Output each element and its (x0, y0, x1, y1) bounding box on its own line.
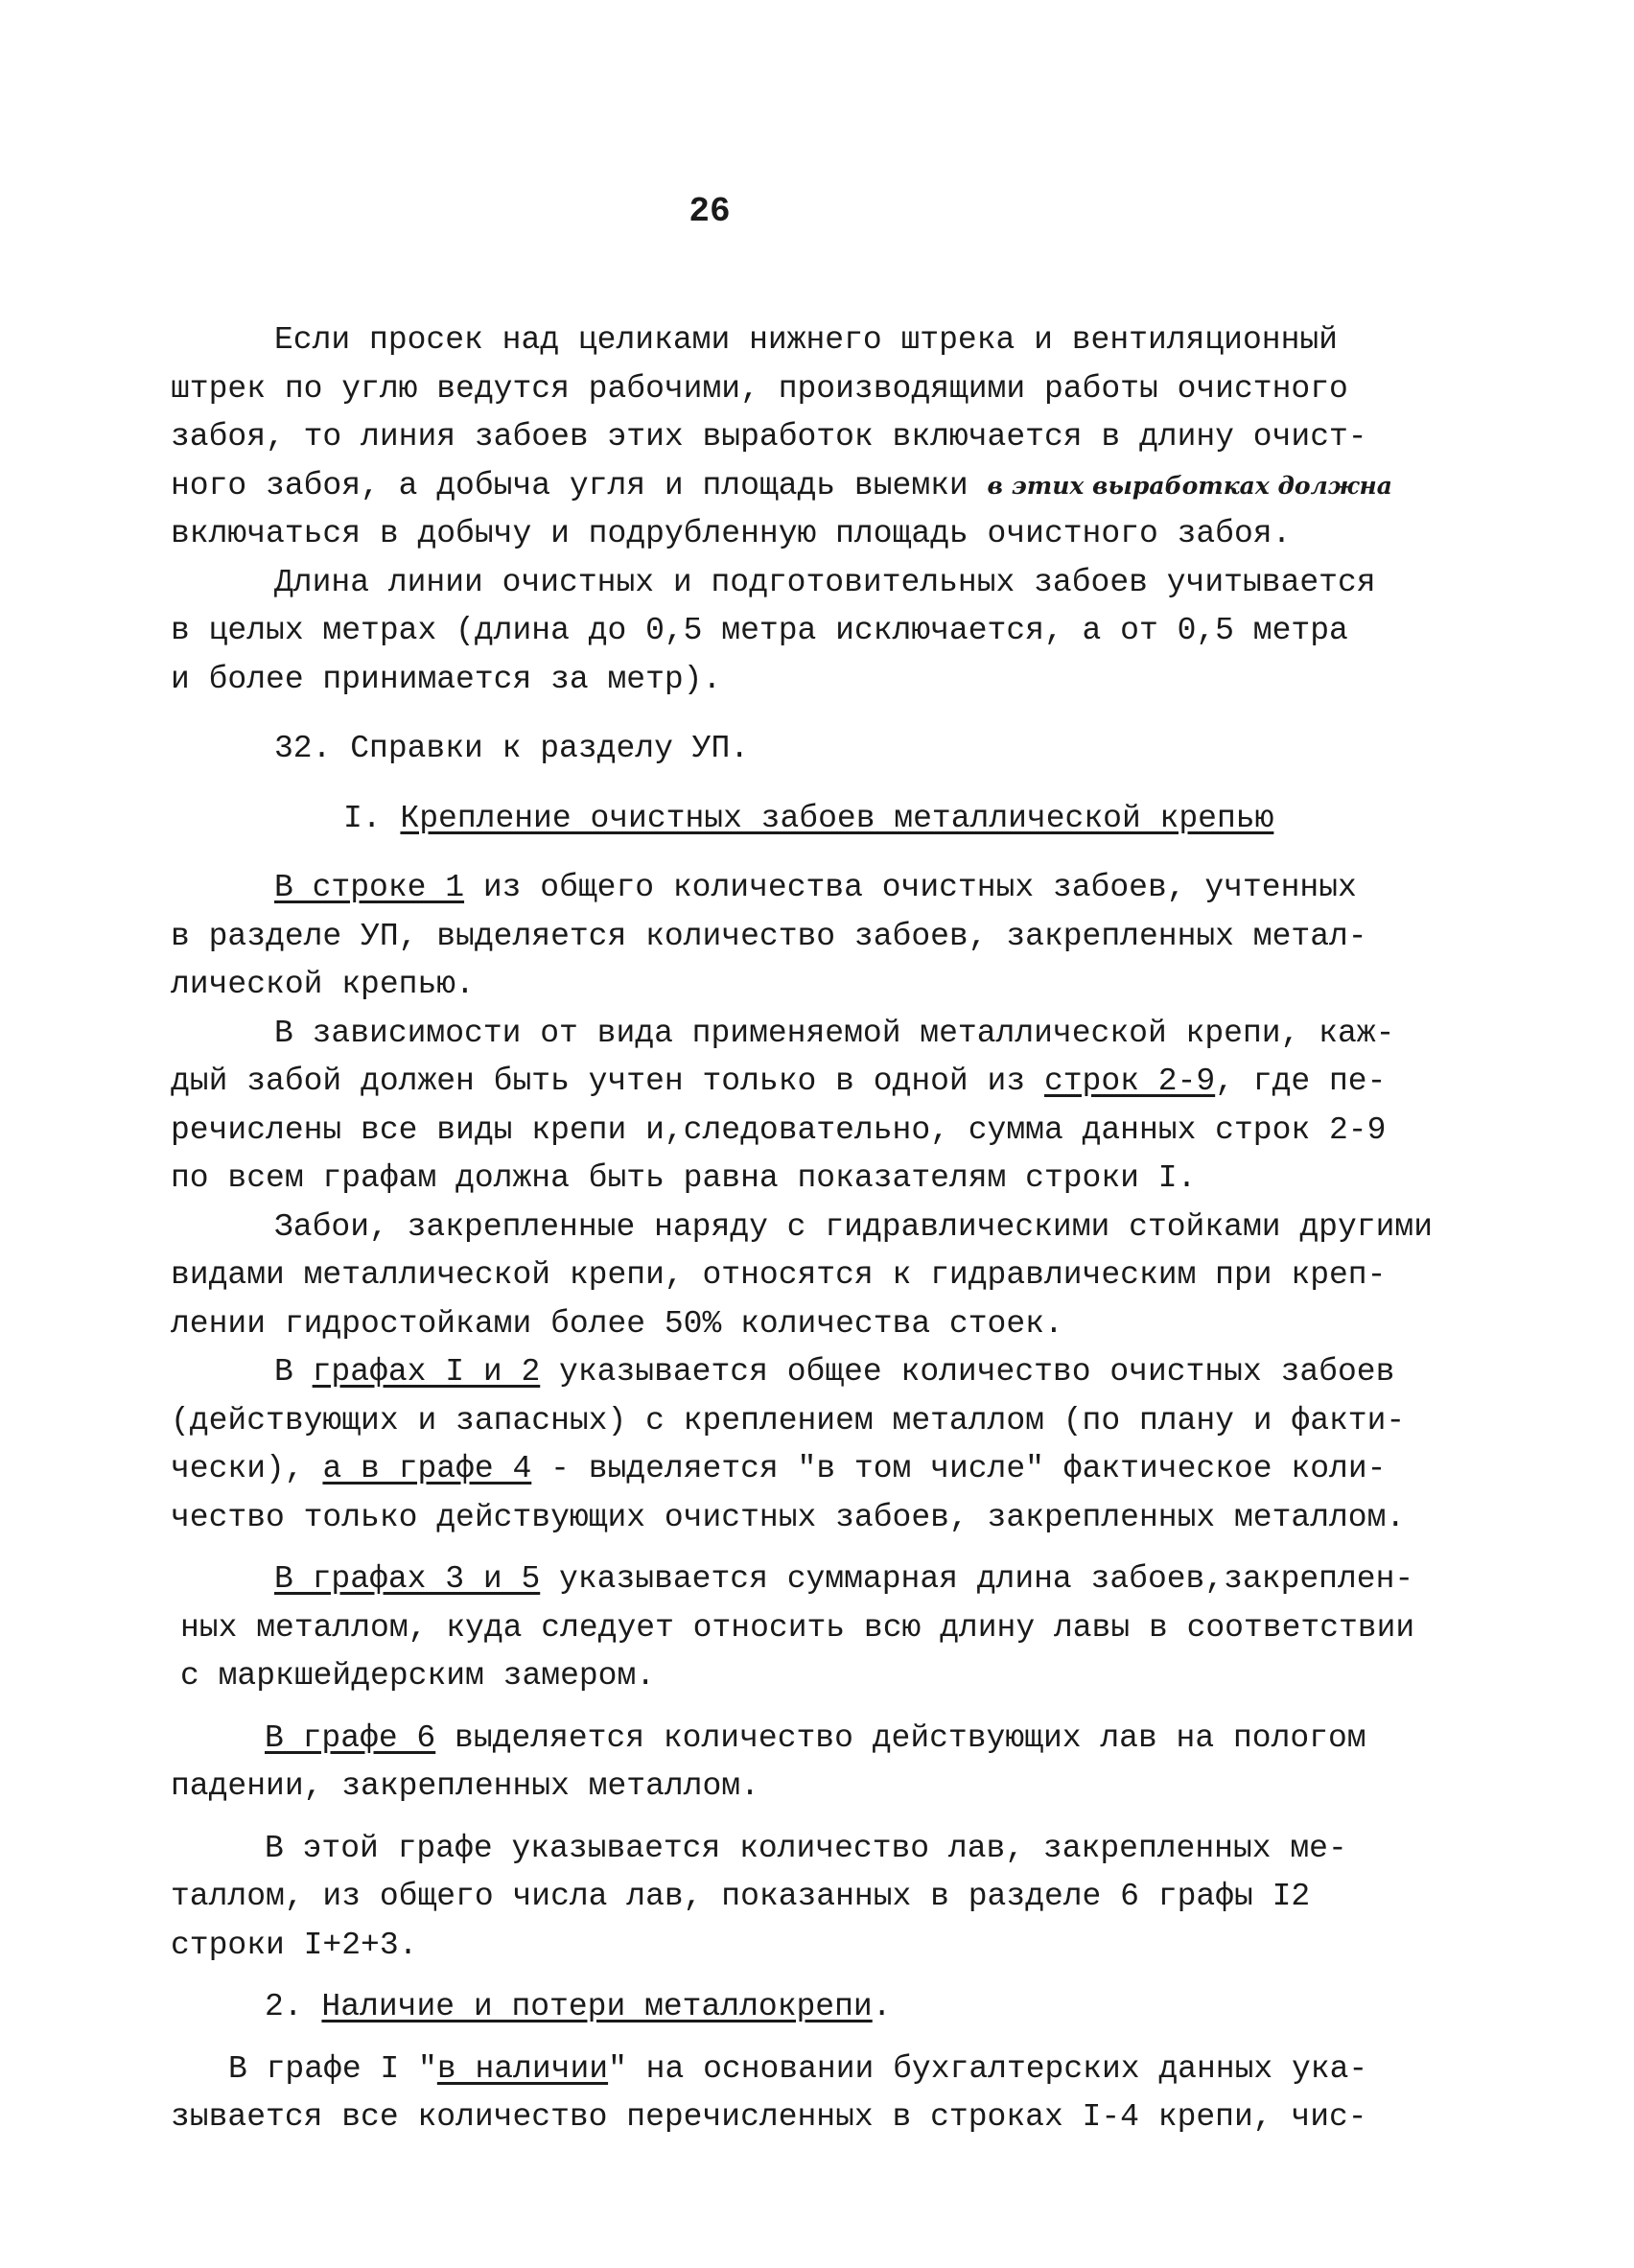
line-text: падении, закрепленных металлом. (171, 1768, 759, 1804)
text-line (171, 1715, 1494, 1764)
line-text: чество только действующих очистных забоев, закрепленных металлом. (171, 1499, 1406, 1535)
line-text: Если просек над целиками нижнего штрека и вентиляционный (274, 322, 1338, 358)
line-text: видами металлической крепи, относятся к гидравлическим при креп- (171, 1257, 1387, 1293)
line-text: дый забой должен быть учтен только в одной из (171, 1064, 1044, 1099)
text-line (171, 1204, 1494, 1252)
line-text: В (274, 1354, 313, 1390)
underlined-text: в наличии (436, 2050, 609, 2087)
line-text: В зависимости от вида применяемой металлической крепи, каж- (274, 1015, 1395, 1051)
line-text: - выделяется "в том числе" фактическое коли- (531, 1451, 1387, 1486)
text-line (171, 1825, 1494, 1874)
text-line (171, 510, 1494, 559)
text-line (171, 413, 1494, 462)
text-line (171, 1058, 1494, 1107)
line-text: чески), (171, 1451, 323, 1486)
line-text: Длина линии очистных и подготовительных забоев учитывается (274, 564, 1376, 600)
text-line (171, 1445, 1494, 1494)
line-text: I. (343, 800, 401, 836)
line-text: лической крепью. (171, 967, 475, 1002)
line-text: выделяется количество действующих лав на пологом (435, 1719, 1366, 1756)
line-text: (действующих и запасных) с креплением металлом (по плану и факти- (171, 1402, 1406, 1438)
line-text: лении гидростойками более 50% количества стоек. (171, 1305, 1063, 1342)
text-line (171, 1300, 1494, 1349)
text-line (171, 1397, 1494, 1446)
underlined-text: В графах 3 и 5 (274, 1561, 541, 1597)
line-text: . (872, 1989, 892, 2024)
text-line (171, 656, 1494, 705)
underlined-text: Крепление очистных забоев металлической крепью (400, 800, 1274, 836)
line-text: строки I+2+3. (171, 1927, 418, 1963)
underlined-text: а в графе 4 (322, 1451, 532, 1486)
underlined-text: Наличие и потери металлокрепи (321, 1989, 873, 2024)
underlined-text: графах I и 2 (312, 1354, 541, 1390)
subsection-heading (171, 1983, 1494, 2032)
text-line (171, 1251, 1494, 1300)
line-text: 2. (265, 1989, 322, 2024)
line-text: из общего количества очистных забоев, учтенных (464, 870, 1357, 905)
line-text: штрек по углю ведутся рабочими, производящими работы очистного (171, 370, 1348, 407)
line-text: по всем графам должна быть равна показателям строки I. (171, 1160, 1197, 1196)
text-line (171, 1604, 1494, 1653)
text-line (171, 607, 1494, 656)
line-text: ных металлом, куда следует относить всю длину лавы в соответствии (180, 1609, 1415, 1646)
line-text: включаться в добычу и подрубленную площадь очистного забоя. (171, 516, 1292, 551)
line-text: 32. Справки к разделу УП. (274, 731, 750, 766)
text-line (171, 559, 1494, 608)
line-text: указывается общее количество очистных забоев (540, 1354, 1395, 1390)
text-line (171, 864, 1494, 913)
line-text: В графе I " (228, 2050, 437, 2087)
text-line (171, 1155, 1494, 1204)
text-line (171, 462, 1494, 511)
text-line (171, 1107, 1494, 1156)
text-line (171, 365, 1494, 414)
line-text: и более принимается за метр). (171, 661, 722, 697)
text-line (171, 2046, 1494, 2094)
line-text: забоя, то линия забоев этих выработок включается в длину очист- (171, 419, 1367, 455)
line-text: в целых метрах (длина до 0,5 метра исключается, а от 0,5 метра (171, 613, 1348, 648)
line-text: , где пе- (1215, 1064, 1387, 1099)
line-text: " на основании бухгалтерских данных ука- (608, 2050, 1368, 2087)
line-text: в разделе УП, выделяется количество забоев, закрепленных метал- (171, 918, 1367, 954)
handwritten-insertion: в этих выработках должна (987, 471, 1392, 500)
line-text: Забои, закрепленные наряду с гидравлическими стойками другими (274, 1208, 1433, 1245)
line-text: речислены все виды крепи и,следовательно, сумма данных строк 2-9 (171, 1111, 1387, 1148)
line-text: В этой графе указывается количество лав, закрепленных ме- (265, 1830, 1347, 1866)
text-line (171, 1763, 1494, 1812)
text-line (171, 2093, 1494, 2142)
section-heading (171, 725, 1494, 774)
line-text: ного забоя, а добыча угля и площадь выемки (171, 467, 988, 503)
text-line (171, 961, 1494, 1010)
line-text: указывается суммарная длина забоев,закреплен- (540, 1561, 1414, 1597)
text-line (171, 316, 1494, 365)
text-line (171, 1010, 1494, 1059)
line-text: зывается все количество перечисленных в строках I-4 крепи, чис- (171, 2099, 1367, 2135)
underlined-text: В графе 6 (265, 1719, 436, 1756)
text-line (171, 913, 1494, 962)
text-line (171, 1873, 1494, 1922)
underlined-text: строк 2-9 (1043, 1064, 1216, 1099)
line-text: с маркшейдерским замером. (180, 1658, 656, 1694)
text-line (171, 1652, 1494, 1701)
underlined-text: В строке 1 (274, 870, 465, 905)
subsection-heading (171, 795, 1494, 844)
line-text: таллом, из общего числа лав, показанных в разделе 6 графы I2 (171, 1879, 1311, 1914)
text-line (171, 1555, 1494, 1604)
body-text (171, 316, 1494, 2142)
page-number: 26 (689, 192, 731, 231)
text-line (171, 1922, 1494, 1971)
text-line (171, 1494, 1494, 1543)
text-line (171, 1348, 1494, 1397)
